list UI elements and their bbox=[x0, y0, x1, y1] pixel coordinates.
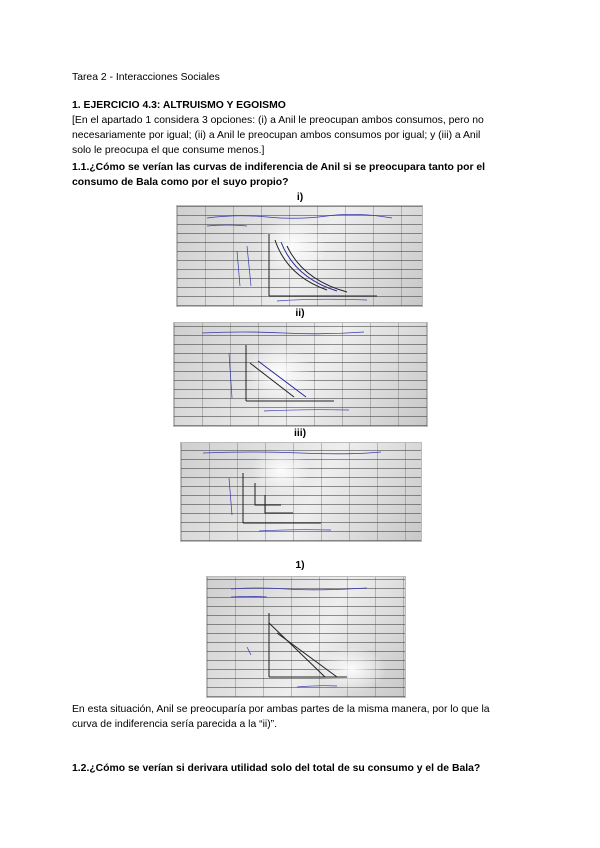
question-1-2: 1.2.¿Cómo se verían si derivara utilidad solo del total de su consumo y el de Bala? bbox=[72, 763, 481, 774]
answer-line-1: En esta situación, Anil se preocuparía por ambas partes de la misma manera, por lo que la bbox=[72, 704, 490, 715]
question-1-1-line-2: consumo de Bala como por el suyo propio? bbox=[72, 177, 289, 188]
answer-line-2: curva de indiferencia sería parecida a la “ii)”. bbox=[72, 719, 278, 730]
intro-line-3: solo le preocupa el que consume menos.] bbox=[72, 145, 265, 156]
question-1-1-line-1: 1.1.¿Cómo se verían las curvas de indiferencia de Anil si se preocupara tanto por el bbox=[72, 162, 486, 173]
section-heading: 1. EJERCICIO 4.3: ALTRUISMO Y EGOISMO bbox=[72, 100, 286, 111]
intro-line-1: [En el apartado 1 considera 3 opciones: (i) a Anil le preocupan ambos consumos, pero no bbox=[72, 115, 484, 126]
graph-1-sketch bbox=[207, 577, 405, 697]
graph-iii-sketch bbox=[181, 443, 421, 541]
page-title: Tarea 2 - Interacciones Sociales bbox=[72, 72, 220, 83]
figure-label-i: i) bbox=[296, 192, 304, 203]
graph-i-sketch bbox=[177, 206, 422, 306]
figure-label-iii: iii) bbox=[293, 428, 307, 439]
handwritten-graph-photo-iii bbox=[180, 442, 422, 542]
intro-line-2: necesariamente por igual; (ii) a Anil le preocupan ambos consumos por igual; y (iii) a Anil bbox=[72, 130, 481, 141]
figure-label-1: 1) bbox=[295, 560, 305, 571]
handwritten-graph-photo-1 bbox=[206, 576, 406, 698]
figure-label-ii: ii) bbox=[295, 308, 305, 319]
handwritten-graph-photo-i bbox=[176, 205, 423, 307]
graph-ii-sketch bbox=[174, 323, 427, 426]
handwritten-graph-photo-ii bbox=[173, 322, 428, 427]
